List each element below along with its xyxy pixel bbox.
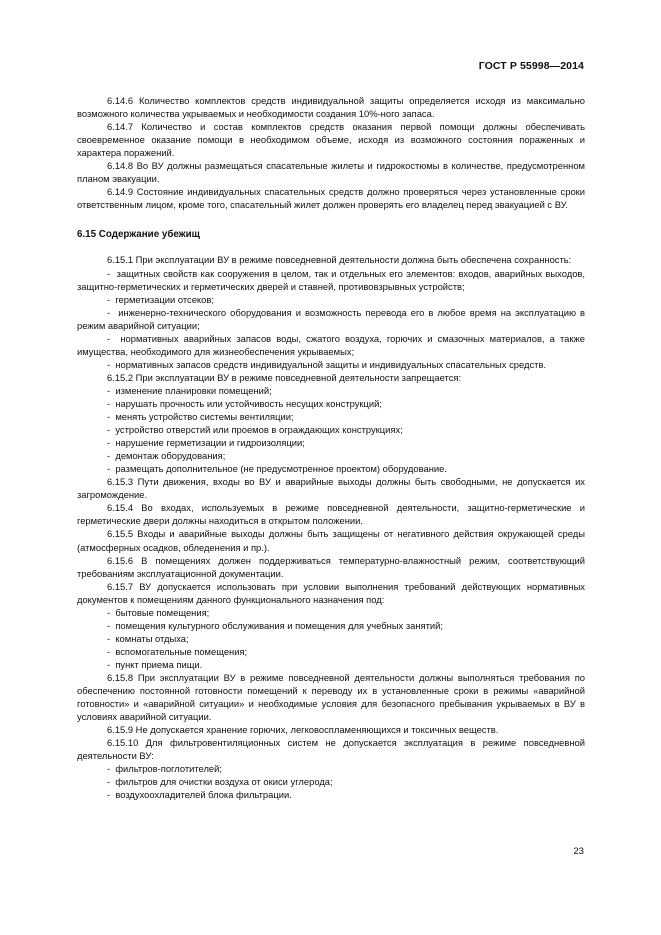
list-item-text: нарушать прочность или устойчивость несущих конструкций; — [115, 397, 382, 409]
paragraph: 6.15.4 Во входах, используемых в режиме повседневной деятельности, защитно-герметические и герметические двери должны находиться в открытом положении. — [77, 502, 585, 527]
section-6-15-content — [77, 253, 585, 801]
paragraph: 6.15.10 Для фильтровентиляционных систем не допускается эксплуатация в режиме повседневной деятельности ВУ: — [77, 737, 585, 762]
list-item-text: размещать дополнительное (не предусмотренное проектом) оборудование. — [115, 463, 447, 475]
list-item-text: фильтров-поглотителей; — [115, 763, 222, 775]
list-item-text: помещения культурного обслуживания и помещения для учебных занятий; — [115, 619, 443, 631]
paragraph: 6.15.1 При эксплуатации ВУ в режиме повседневной деятельности должна быть обеспечена сохранность: — [107, 254, 572, 266]
list-item-text: бытовые помещения; — [115, 606, 210, 618]
list-item — [77, 788, 585, 801]
list-dash: - — [107, 450, 116, 462]
paragraph: 6.15.2 При эксплуатации ВУ в режиме повседневной деятельности запрещается: — [107, 371, 462, 383]
list-dash: - — [107, 306, 119, 318]
list-item — [77, 658, 585, 671]
list-item — [77, 775, 585, 788]
paragraph-6-14-7: 6.14.7 Количество и состав комплектов средств оказания первой помощи должны обеспечивать своевременное оказание помощи в необходимом объеме, исходя из возможного состояния пораженных и характера поражений. — [77, 121, 585, 159]
list-item — [77, 606, 585, 619]
list-item — [77, 462, 585, 475]
list-item — [77, 306, 585, 332]
list-item-text: вспомогательные помещения; — [115, 645, 248, 657]
list-item — [77, 436, 585, 449]
list-item — [77, 267, 585, 293]
list-dash: - — [107, 358, 116, 370]
list-item-text: герметизации отсеков; — [115, 293, 214, 305]
section-heading: 6.15 Содержание убежищ — [77, 229, 200, 241]
page-number: 23 — [573, 846, 584, 857]
list-item — [77, 762, 585, 775]
list-dash: - — [107, 789, 116, 801]
standard-code: ГОСТ Р 55998—2014 — [478, 60, 584, 72]
paragraph: 6.15.8 При эксплуатации ВУ в режиме повседневной деятельности должны выполняться требования по обеспечению постоянной готовности помещений к переводу их в установленные сроки в режимы «аварийной готовности» и «аварийной ситуации» и необходимые условия для безопасного пребывания укрываемых в ВУ в условиях аварийной ситуации. — [77, 671, 585, 723]
list-item-text: фильтров для очистки воздуха от окиси углерода; — [115, 776, 333, 788]
list-dash: - — [107, 763, 116, 775]
list-item — [77, 358, 585, 371]
paragraph: 6.15.9 Не допускается хранение горючих, легковоспламеняющихся и токсичных веществ. — [107, 724, 499, 736]
list-dash: - — [107, 658, 116, 670]
paragraph: 6.15.3 Пути движения, входы во ВУ и аварийные выходы должны быть свободными, не допускается их загромождение. — [77, 476, 585, 501]
list-item-text: устройство отверстий или проемов в ограждающих конструкциях; — [115, 424, 403, 436]
paragraph-6-14-6: 6.14.6 Количество комплектов средств индивидуальной защиты определяется исходя из максимально возможного количества укрываемых и необходимости создания 10%-ного запаса. — [77, 95, 585, 120]
list-dash: - — [107, 411, 116, 423]
list-item — [77, 332, 585, 358]
paragraph: 6.15.6 В помещениях должен поддерживаться температурно-влажностный режим, соответствующий требованиям эксплуатационной документации. — [77, 554, 585, 579]
list-dash: - — [107, 384, 116, 396]
list-item-text: демонтаж оборудования; — [115, 450, 226, 462]
section-6-14-end — [77, 94, 585, 211]
list-item-text: инженерно-технического оборудования и возможность перевода его в любое время на эксплуатацию в режим аварийной ситуации; — [77, 306, 585, 331]
list-item — [77, 632, 585, 645]
list-dash: - — [107, 776, 116, 788]
list-item-text: нормативных запасов средств индивидуальной защиты и индивидуальных спасательных средств. — [115, 358, 547, 370]
list-dash: - — [107, 332, 121, 344]
list-dash: - — [107, 645, 116, 657]
list-dash: - — [107, 632, 116, 644]
list-item — [77, 645, 585, 658]
list-item — [77, 410, 585, 423]
paragraph: 6.15.5 Входы и аварийные выходы должны быть защищены от негативного действия окружающей среды (атмосферных осадков, обледенения и пр.). — [77, 528, 585, 553]
list-item-text: защитных свойств как сооружения в целом, так и отдельных его элементов: входов, аварийных выходов, защитно-герметических и герметических дверей и ставней, противовзрывных устройств; — [77, 267, 585, 292]
paragraph-6-14-8: 6.14.8 Во ВУ должны размещаться спасательные жилеты и гидрокостюмы в количестве, предусмотренном планом эвакуации. — [77, 160, 585, 185]
list-item-text: воздухоохладителей блока фильтрации. — [115, 789, 292, 801]
list-item — [77, 619, 585, 632]
list-item-text: изменение планировки помещений; — [115, 384, 272, 396]
list-item — [77, 397, 585, 410]
list-dash: - — [107, 606, 116, 618]
list-dash: - — [107, 619, 116, 631]
list-item-text: менять устройство системы вентиляции; — [115, 411, 294, 423]
document-body — [77, 94, 585, 801]
list-item — [77, 293, 585, 306]
list-item-text: нарушение герметизации и гидроизоляции; — [115, 437, 305, 449]
list-dash: - — [107, 267, 117, 279]
list-dash: - — [107, 437, 116, 449]
list-item — [77, 384, 585, 397]
list-item — [77, 423, 585, 436]
list-dash: - — [107, 397, 116, 409]
paragraph-6-14-9: 6.14.9 Состояние индивидуальных спасательных средств должно проверяться через установленные сроки ответственным лицом, кроме того, спасательный жилет должен проверять его владелец перед эвакуацией с ВУ. — [77, 186, 585, 211]
list-dash: - — [107, 463, 116, 475]
list-dash: - — [107, 424, 116, 436]
list-item-text: комнаты отдыха; — [115, 632, 189, 644]
paragraph: 6.15.7 ВУ допускается использовать при условии выполнения требований действующих нормативных документов к помещениям данного функционального назначения под: — [77, 580, 585, 605]
list-item-text: пункт приема пищи. — [115, 658, 203, 670]
list-dash: - — [107, 293, 116, 305]
list-item — [77, 449, 585, 462]
list-item-text: нормативных аварийных запасов воды, сжатого воздуха, горючих и смазочных материалов, а также имущества, необходимого для жизнеобеспечения укрываемых; — [77, 332, 585, 357]
